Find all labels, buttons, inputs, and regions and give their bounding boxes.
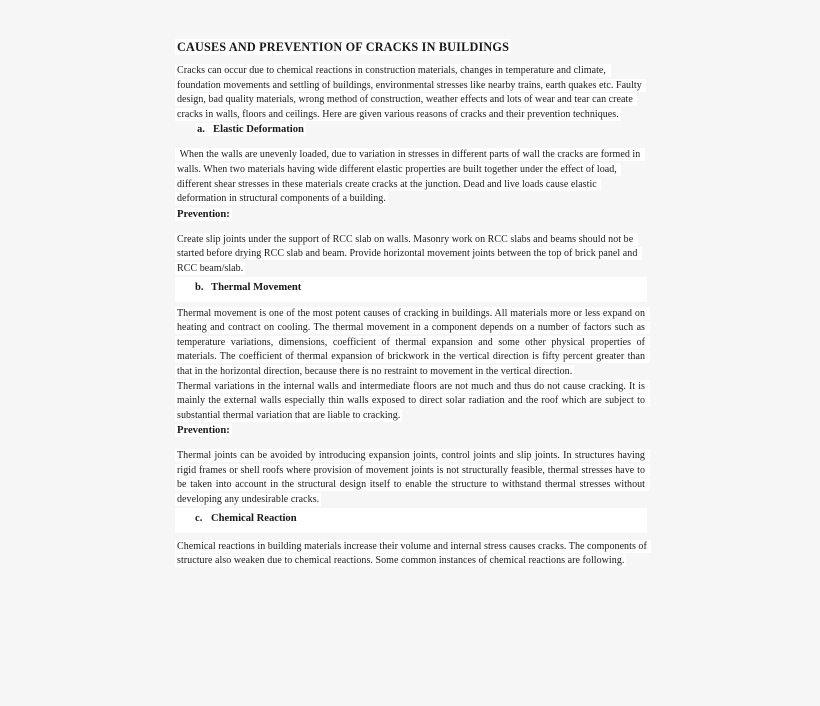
section-a-heading-label: Elastic Deformation [213,124,304,136]
section-b-heading-band [175,277,647,302]
section-c-heading [175,511,647,526]
section-c-heading-band [175,508,647,533]
section-c-heading-label: Chemical Reaction [211,512,297,524]
page-title-text: CAUSES AND PREVENTION OF CRACKS IN BUILDINGS [177,40,510,54]
section-b-heading-label: Thermal Movement [211,281,302,293]
section-a-paragraph: When the walls are unevenly loaded, due to variation in stresses in different parts of wall the cracks are formed in walls. When two materials having wide different elastic properties are built together under the effect of load, different shear stresses in these materials create cracks at the junction. Dead and live loads cause elastic deformation in structural components of a building. [177,149,643,205]
section-a-heading [175,122,647,137]
intro-paragraph: Cracks can occur due to chemical reactions in construction materials, changes in temperature and climate, foundation movements and settling of buildings, environmental stresses like nearby trains, earth quakes etc. Faulty design, bad quality materials, wrong method of construction, weather effects and lots of wear and tear can create cracks in walls, floors and ceilings. Here are given various reasons of cracks and their prevention techniques. [177,65,645,120]
section-c-letter: c. [195,512,203,524]
section-a-letter: a. [197,124,205,136]
section-a-prevention-paragraph: Create slip joints under the support of RCC slab on walls. Masonry work on RCC slabs and beams should not be started before drying RCC slab and beam. Provide horizontal movement joints between the top of brick panel and RCC beam/slab. [177,233,640,274]
document-page [175,40,650,569]
section-b-paragraph-2: Thermal variations in the internal walls and intermediate floors are not much and thus do not cause cracking. It is mainly the external walls especially thin walls exposed to direct solar radiation and the roof which are subject to substantial thermal variation that are liable to cracking. [177,380,648,421]
section-b-heading [175,280,647,295]
section-b-prevention-paragraph: Thermal joints can be avoided by introducing expansion joints, control joints and slip joints. In structures having rigid frames or shell roofs where provision of movement joints is not structurally feasible, thermal stresses have to be taken into account in the structural design itself to enable the structure to withstand thermal stresses without developing any undesirable cracks. [177,450,648,506]
section-a-prevention-heading: Prevention: [177,208,230,220]
page-title [175,40,647,55]
section-c-paragraph: Chemical reactions in building materials increase their volume and internal stress causes cracks. The components of structure also weaken due to chemical reactions. Some common instances of chemical reactions are following. [177,540,650,567]
section-b-letter: b. [195,281,204,293]
section-b-paragraph-1: Thermal movement is one of the most potent causes of cracking in buildings. All materials more or less expand on heating and contract on cooling. The thermal movement in a component depends on a number of factors such as temperature variations, dimensions, coefficient of thermal expansion and some other physical properties of materials. The coefficient of thermal expansion of brickwork in the vertical direction is fifty percent greater than that in the horizontal direction, because there is no restraint to movement in the vertical direction. [177,307,648,377]
section-b-prevention-heading: Prevention: [177,425,230,437]
